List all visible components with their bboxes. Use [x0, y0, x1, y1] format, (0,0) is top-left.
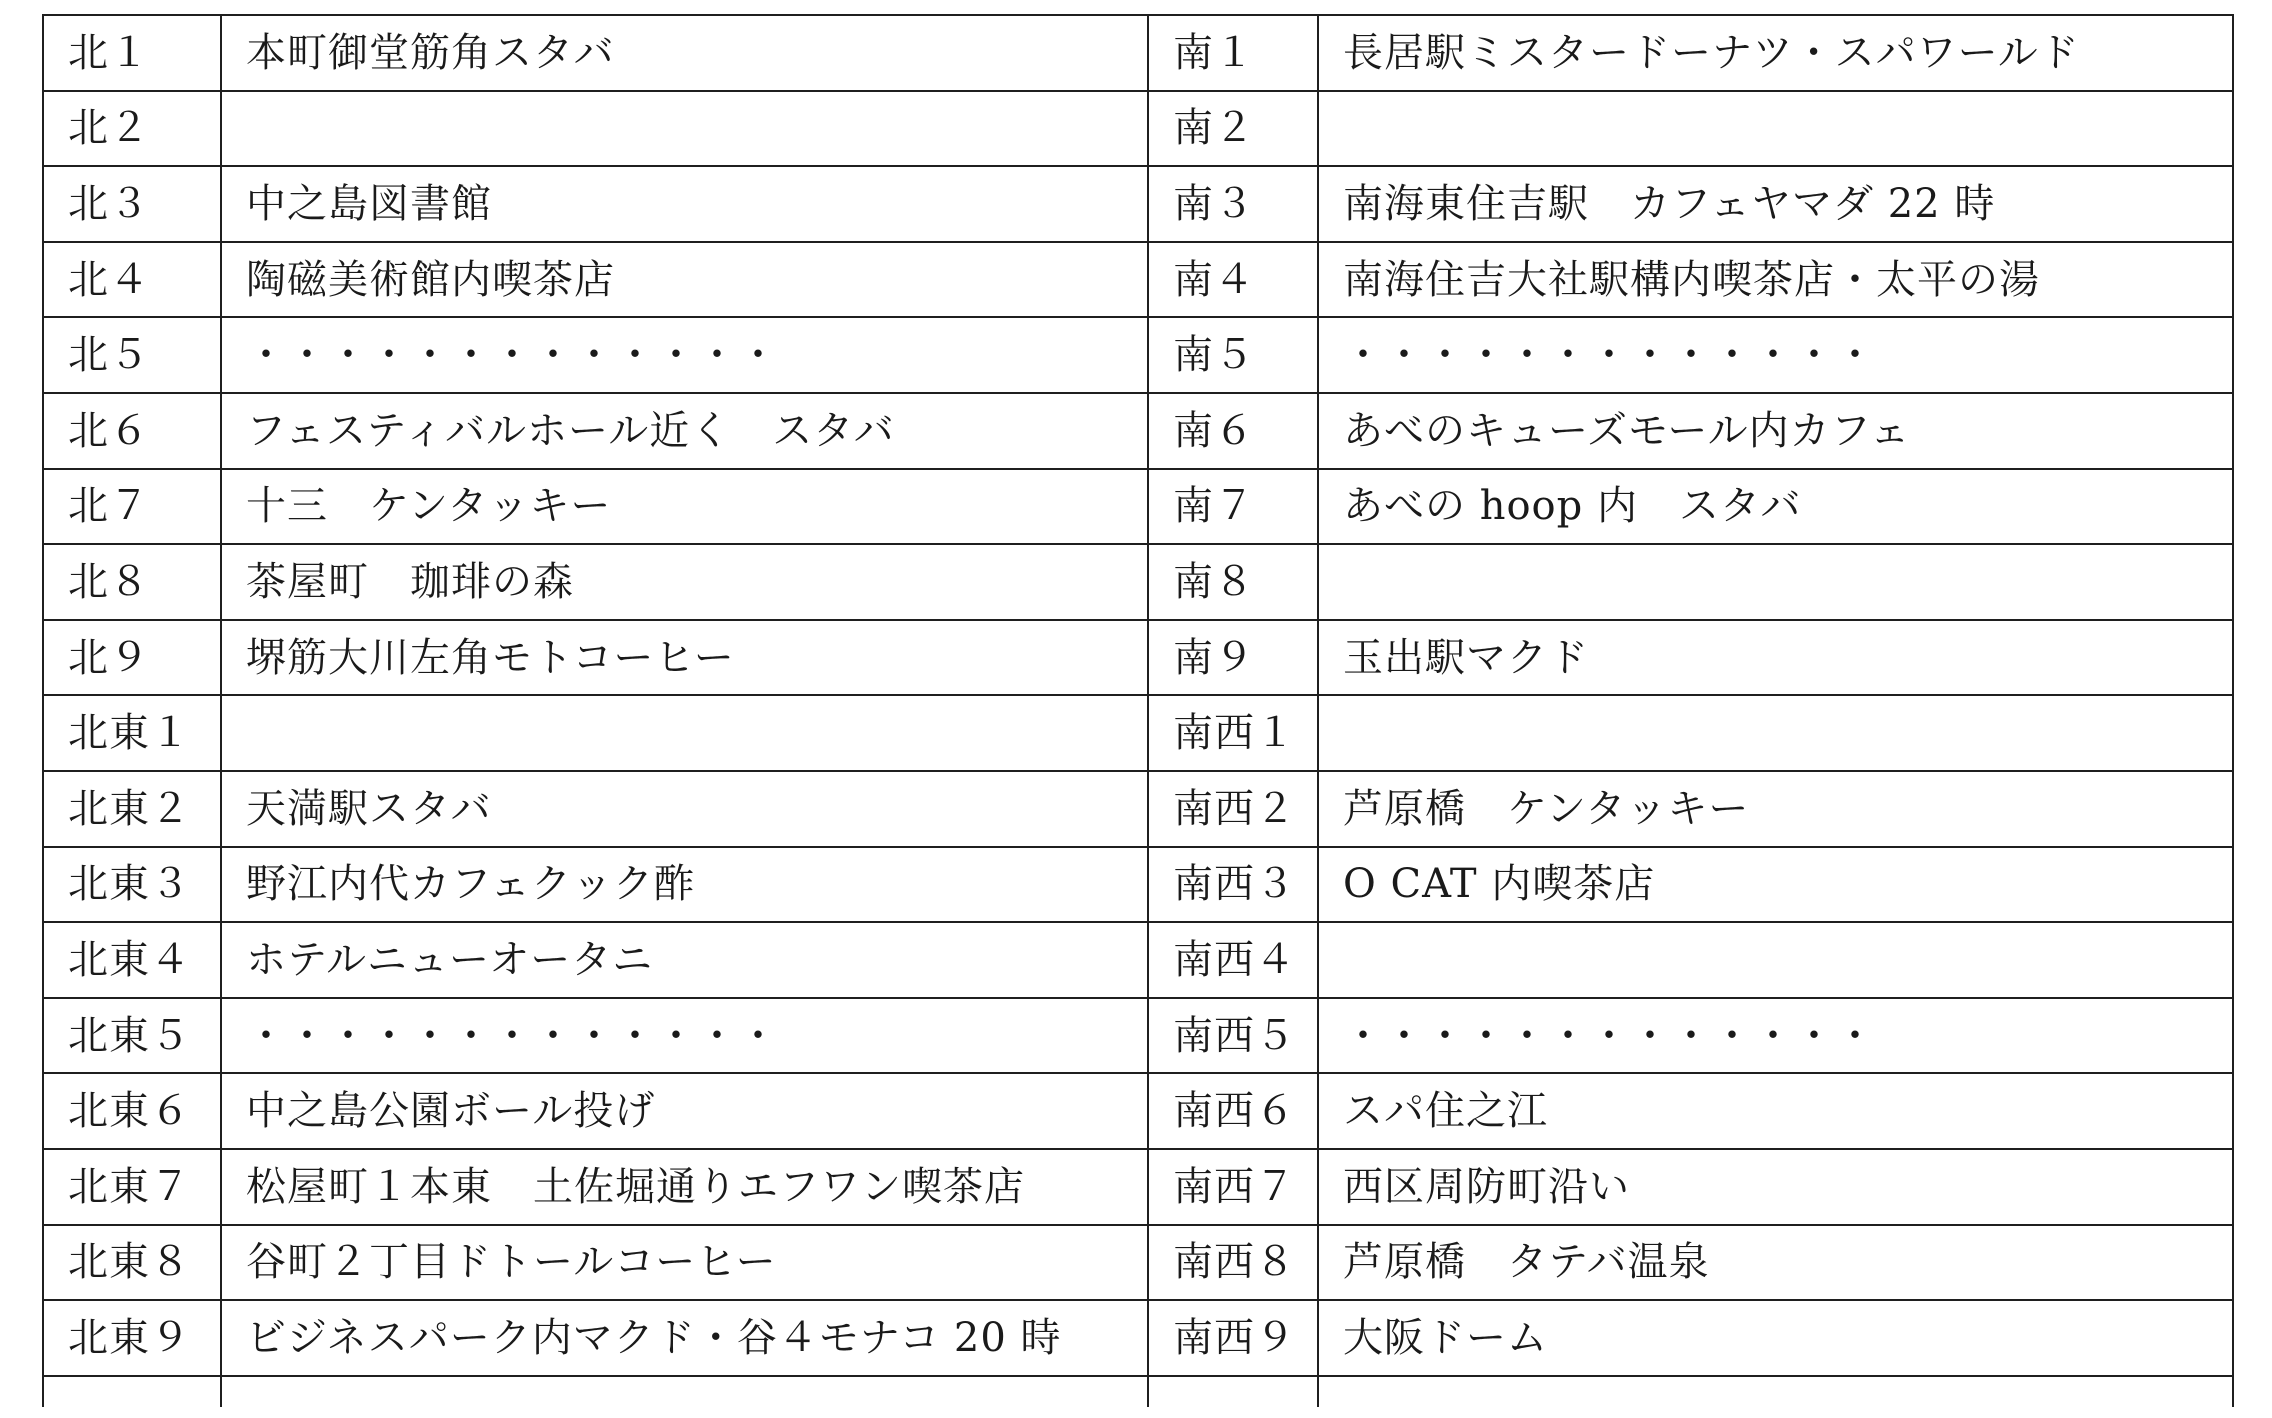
right-place-cell: ・・・・・・・・・・・・・: [1318, 317, 2233, 393]
left-code-cell: 北７: [43, 469, 221, 545]
left-code-cell: 北４: [43, 242, 221, 318]
right-code-cell: 南西７: [1148, 1149, 1318, 1225]
table-row: [43, 91, 2233, 167]
right-code-cell: 南西８: [1148, 1225, 1318, 1301]
right-code-cell: 南西３: [1148, 847, 1318, 923]
right-place-cell: 芦原橋 ケンタッキー: [1318, 771, 2233, 847]
cut-off-cell: [1318, 1376, 2233, 1407]
left-place-cell: 中之島公園ボール投げ: [221, 1073, 1148, 1149]
table-row: [43, 15, 2233, 91]
right-place-cell: 長居駅ミスタードーナツ・スパワールド: [1318, 15, 2233, 91]
left-code-cell: 北東９: [43, 1300, 221, 1376]
left-code-cell: 北５: [43, 317, 221, 393]
right-code-cell: 南西６: [1148, 1073, 1318, 1149]
left-code-cell: 北東７: [43, 1149, 221, 1225]
document-sheet: [42, 14, 2232, 1407]
table-row: [43, 1073, 2233, 1149]
right-code-cell: 南３: [1148, 166, 1318, 242]
table-row: [43, 1149, 2233, 1225]
right-code-cell: 南７: [1148, 469, 1318, 545]
table-row: [43, 1225, 2233, 1301]
left-place-cell: 野江内代カフェクック酢: [221, 847, 1148, 923]
left-code-cell: 北東３: [43, 847, 221, 923]
left-place-cell: ・・・・・・・・・・・・・: [221, 998, 1148, 1074]
left-place-cell: 堺筋大川左角モトコーヒー: [221, 620, 1148, 696]
left-code-cell: 北東２: [43, 771, 221, 847]
right-code-cell: 南西５: [1148, 998, 1318, 1074]
left-place-cell: 松屋町１本東 土佐堀通りエフワン喫茶店: [221, 1149, 1148, 1225]
left-place-cell: [221, 695, 1148, 771]
left-code-cell: 北９: [43, 620, 221, 696]
left-place-cell: 茶屋町 珈琲の森: [221, 544, 1148, 620]
left-place-cell: フェスティバルホール近く スタバ: [221, 393, 1148, 469]
right-place-cell: [1318, 922, 2233, 998]
cut-off-cell: [43, 1376, 221, 1407]
table-row-cut-off: [43, 1376, 2233, 1407]
left-code-cell: 北６: [43, 393, 221, 469]
right-code-cell: 南９: [1148, 620, 1318, 696]
table-row: [43, 393, 2233, 469]
right-code-cell: 南５: [1148, 317, 1318, 393]
left-place-cell: ホテルニューオータニ: [221, 922, 1148, 998]
right-place-cell: あべの hoop 内 スタバ: [1318, 469, 2233, 545]
cut-off-cell: [221, 1376, 1148, 1407]
right-place-cell: ・・・・・・・・・・・・・: [1318, 998, 2233, 1074]
table-row: [43, 847, 2233, 923]
left-code-cell: 北東５: [43, 998, 221, 1074]
right-place-cell: スパ住之江: [1318, 1073, 2233, 1149]
left-place-cell: ・・・・・・・・・・・・・: [221, 317, 1148, 393]
table-row: [43, 469, 2233, 545]
right-code-cell: 南４: [1148, 242, 1318, 318]
right-place-cell: 芦原橋 タテバ温泉: [1318, 1225, 2233, 1301]
left-place-cell: 中之島図書館: [221, 166, 1148, 242]
right-code-cell: 南１: [1148, 15, 1318, 91]
right-code-cell: 南西１: [1148, 695, 1318, 771]
table-row: [43, 771, 2233, 847]
left-place-cell: 陶磁美術館内喫茶店: [221, 242, 1148, 318]
left-place-cell: 谷町２丁目ドトールコーヒー: [221, 1225, 1148, 1301]
left-code-cell: 北東１: [43, 695, 221, 771]
right-place-cell: [1318, 91, 2233, 167]
right-code-cell: 南２: [1148, 91, 1318, 167]
table-row: [43, 242, 2233, 318]
right-code-cell: 南８: [1148, 544, 1318, 620]
table-row: [43, 998, 2233, 1074]
table-row: [43, 317, 2233, 393]
left-code-cell: 北１: [43, 15, 221, 91]
table-row: [43, 922, 2233, 998]
left-place-cell: ビジネスパーク内マクド・谷４モナコ 20 時: [221, 1300, 1148, 1376]
left-code-cell: 北８: [43, 544, 221, 620]
right-place-cell: O CAT 内喫茶店: [1318, 847, 2233, 923]
right-place-cell: 南海住吉大社駅構内喫茶店・太平の湯: [1318, 242, 2233, 318]
right-place-cell: 大阪ドーム: [1318, 1300, 2233, 1376]
location-table-body: [43, 15, 2233, 1407]
left-place-cell: 本町御堂筋角スタバ: [221, 15, 1148, 91]
left-place-cell: 十三 ケンタッキー: [221, 469, 1148, 545]
right-code-cell: 南西４: [1148, 922, 1318, 998]
right-place-cell: 南海東住吉駅 カフェヤマダ 22 時: [1318, 166, 2233, 242]
cut-off-cell: [1148, 1376, 1318, 1407]
right-code-cell: 南西９: [1148, 1300, 1318, 1376]
right-place-cell: [1318, 695, 2233, 771]
right-place-cell: 玉出駅マクド: [1318, 620, 2233, 696]
right-code-cell: 南西２: [1148, 771, 1318, 847]
left-code-cell: 北東８: [43, 1225, 221, 1301]
right-code-cell: 南６: [1148, 393, 1318, 469]
table-row: [43, 695, 2233, 771]
left-place-cell: [221, 91, 1148, 167]
table-row: [43, 620, 2233, 696]
left-code-cell: 北東６: [43, 1073, 221, 1149]
location-table: [42, 14, 2234, 1407]
table-row: [43, 544, 2233, 620]
table-row: [43, 1300, 2233, 1376]
right-place-cell: あべのキューズモール内カフェ: [1318, 393, 2233, 469]
right-place-cell: [1318, 544, 2233, 620]
table-row: [43, 166, 2233, 242]
left-code-cell: 北東４: [43, 922, 221, 998]
right-place-cell: 西区周防町沿い: [1318, 1149, 2233, 1225]
left-code-cell: 北２: [43, 91, 221, 167]
left-code-cell: 北３: [43, 166, 221, 242]
left-place-cell: 天満駅スタバ: [221, 771, 1148, 847]
